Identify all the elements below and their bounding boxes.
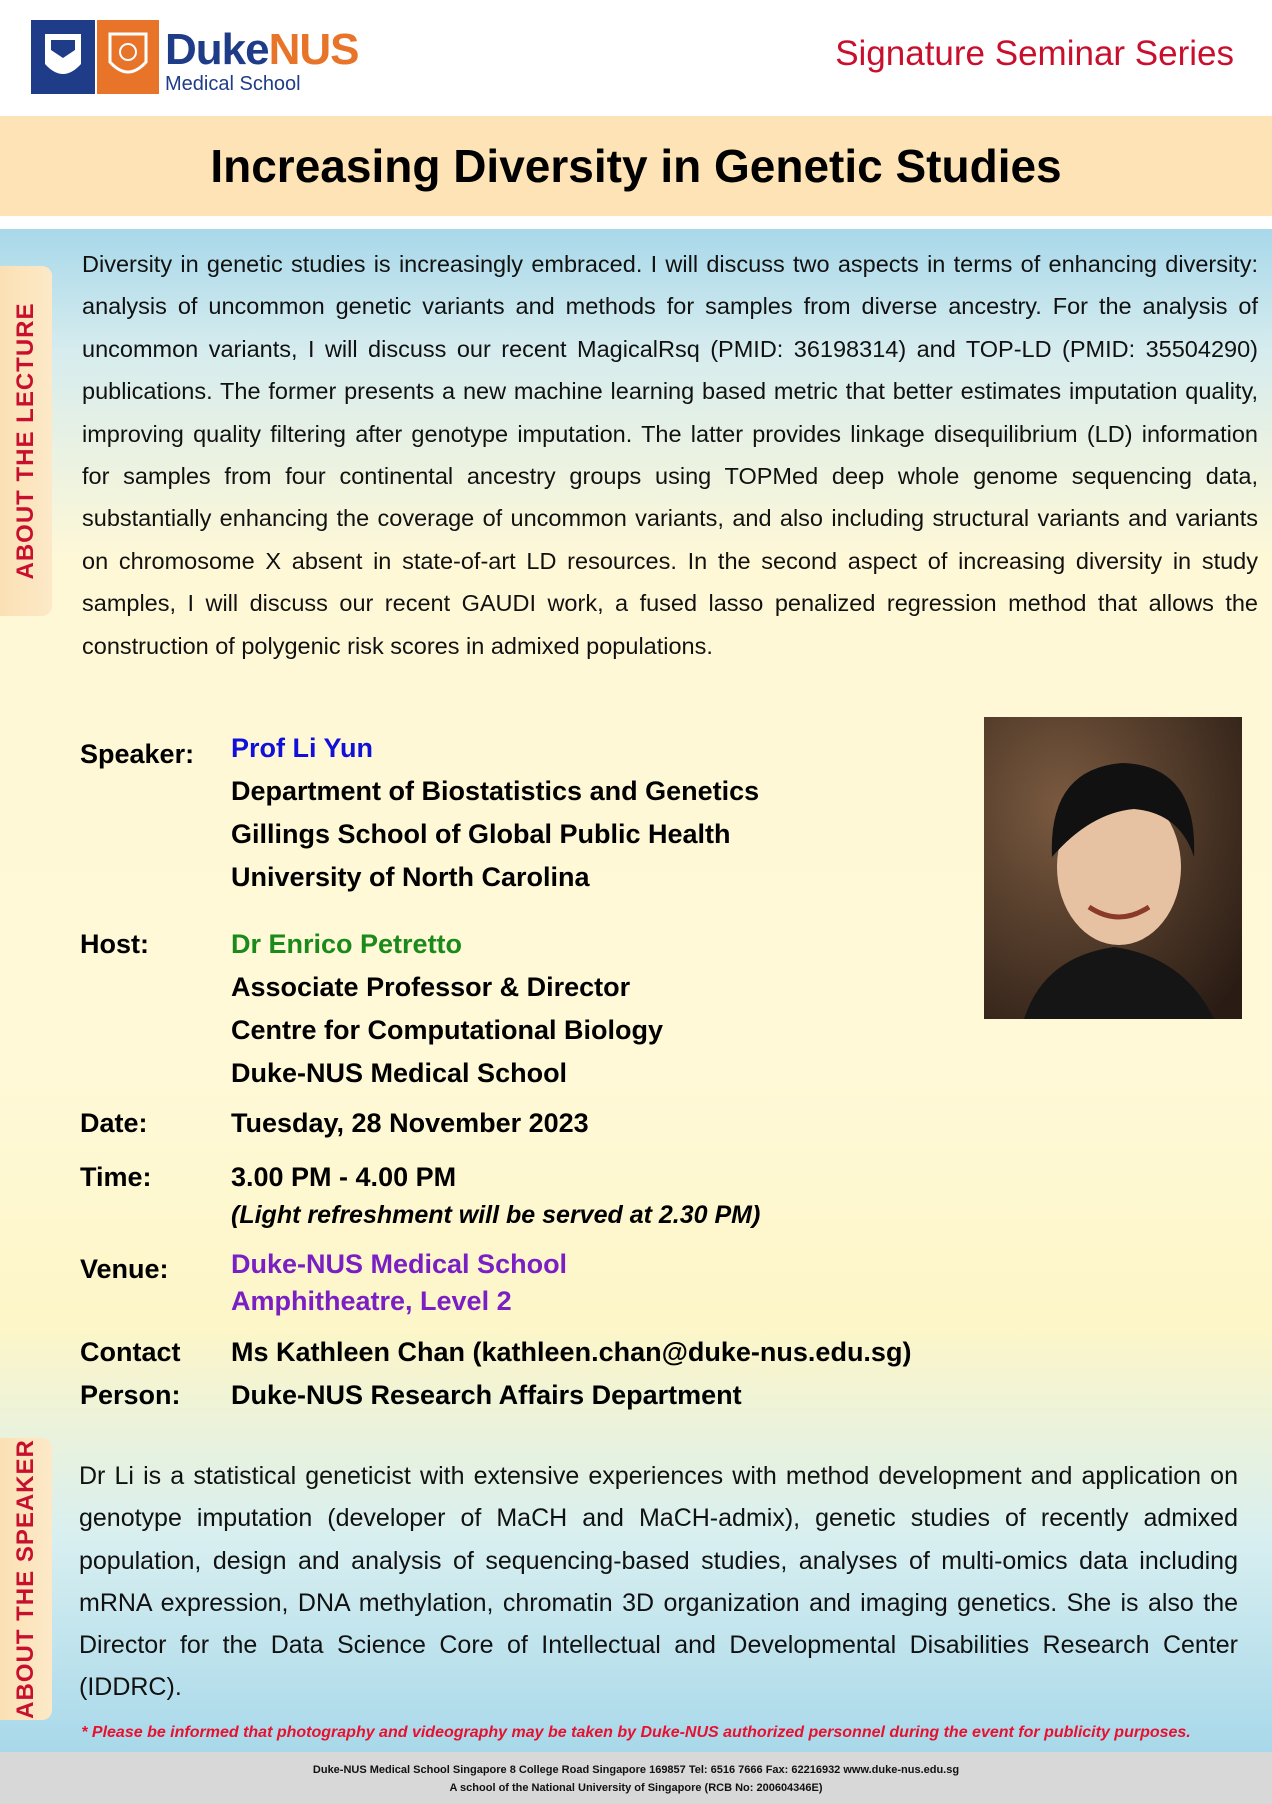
host-institution: Duke-NUS Medical School <box>231 1058 568 1088</box>
logo-subtitle: Medical School <box>165 73 301 95</box>
speaker-label: Speaker: <box>80 739 195 769</box>
date-label: Date: <box>80 1108 148 1138</box>
time-value: 3.00 PM - 4.00 PM <box>231 1162 457 1192</box>
about-speaker-tab: ABOUT THE SPEAKER <box>0 1438 52 1720</box>
venue-label: Venue: <box>80 1254 169 1284</box>
photography-disclaimer: * Please be informed that photography and videography may be taken by Duke-NUS authorized personnel during the event for publicity purposes. <box>81 1724 1191 1741</box>
speaker-photo <box>984 717 1242 1019</box>
seminar-title: Increasing Diversity in Genetic Studies <box>210 140 1062 192</box>
footer <box>0 1752 1272 1804</box>
contact-label: Contact <box>80 1337 181 1367</box>
speaker-bio: Dr Li is a statistical geneticist with extensive experiences with method development and application on genotype imputation (developer of MaCH and MaCH-admix), genetic studies of recently admixed population, design and analysis of sequencing-based studies, analyses of multi-omics data including mRNA expression, DNA methylation, chromatin 3D organization and imaging genetics. She is also the Director for the Data Science Core of Intellectual and Developmental Disabilities Research Center (IDDRC). <box>79 1462 1238 1702</box>
contact-person: Ms Kathleen Chan (kathleen.chan@duke-nus.edu.sg) <box>231 1337 912 1367</box>
logo-wordmark: DukeNUS <box>165 25 359 74</box>
footer-address: Duke-NUS Medical School Singapore 8 College Road Singapore 169857 Tel: 6516 7666 Fax: 62216932 www.duke-nus.edu.sg <box>312 1764 960 1776</box>
contact-label-2: Person: <box>80 1380 181 1410</box>
time-note: (Light refreshment will be served at 2.30 PM) <box>231 1201 761 1229</box>
lecture-abstract: Diversity in genetic studies is increasingly embraced. I will discuss two aspects in terms of enhancing diversity: analysis of uncommon genetic variants and methods for samples from diverse ancestry. For the analysis of uncommon variants, I will discuss our recent MagicalRsq (PMID: 36198314) and TOP-LD (PMID: 35504290) publications. The former presents a new machine learning based metric that better estimates imputation quality, improving quality filtering after genotype imputation. The latter provides linkage disequilibrium (LD) information for samples from four continental ancestry groups using TOPMed deep whole genome sequencing data, substantially enhancing the coverage of uncommon variants, and also including structural variants and variants on chromosome X absent in state-of-art LD resources. In the second aspect of increasing diversity in study samples, I will discuss our recent GAUDI work, a fused lasso penalized regression method that allows the construction of polygenic risk scores in admixed populations. <box>82 251 1258 659</box>
time-label: Time: <box>80 1162 152 1192</box>
host-centre: Centre for Computational Biology <box>231 1015 663 1045</box>
venue-line1: Duke-NUS Medical School <box>231 1249 568 1279</box>
speaker-university: University of North Carolina <box>231 862 590 892</box>
about-lecture-tab: ABOUT THE LECTURE <box>0 266 52 616</box>
duke-shield-icon <box>31 20 95 94</box>
host-name: Dr Enrico Petretto <box>231 929 463 959</box>
speaker-school: Gillings School of Global Public Health <box>231 819 731 849</box>
header <box>0 0 1272 116</box>
title-band <box>0 116 1272 216</box>
footer-affiliation: A school of the National University of Singapore (RCB No: 200604346E) <box>449 1782 823 1794</box>
date-value: Tuesday, 28 November 2023 <box>231 1108 589 1138</box>
contact-department: Duke-NUS Research Affairs Department <box>231 1380 742 1410</box>
nus-crest-icon <box>97 20 159 94</box>
speaker-name: Prof Li Yun <box>231 733 374 763</box>
series-title: Signature Seminar Series <box>835 34 1234 73</box>
duke-nus-logo <box>31 20 359 95</box>
venue-line2: Amphitheatre, Level 2 <box>231 1286 512 1316</box>
speaker-department: Department of Biostatistics and Genetics <box>231 776 760 806</box>
host-title: Associate Professor & Director <box>231 972 631 1002</box>
host-label: Host: <box>80 929 149 959</box>
